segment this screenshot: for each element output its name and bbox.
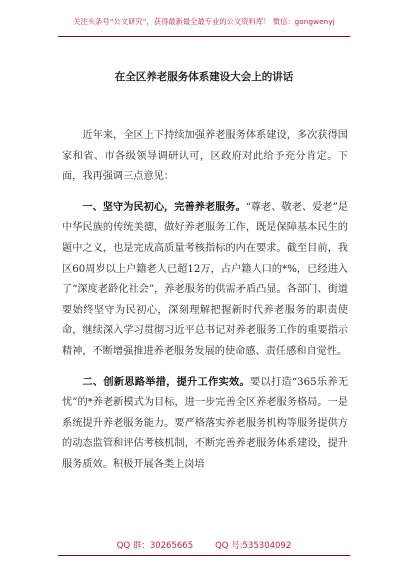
document-title: 在全区养老服务体系建设大会上的讲话 [114, 71, 294, 83]
paragraph-text: “尊老、敬老、爱老”是中华民族的传统美德，做好养老服务工作，既是保障基本民生的题中之义，也是完成高质量考核指标的内在要求。截至目前，我区60周岁以上户籍老人已超12万，占户籍人口的*%，已经进入了“深度老龄化社会”，养老服务的供需矛盾凸显。各部门、街道要始终坚守为民初心，深刻理解把握新时代养老服务的职责使命，继续深入学习贯彻习近平总书记对养老服务工作的重要指示精神，不断增强推进养老服务发展的使命感、责任感和自觉性。 [62, 201, 348, 357]
paragraph-section-two [62, 373, 348, 476]
paragraph-section-one [62, 198, 348, 363]
section-heading: 一、坚守为民初心，完善养老服务。 [82, 201, 246, 213]
footer-qq-group: QQ 群：30265665 [116, 541, 194, 551]
page-footer [0, 539, 408, 551]
footer-divider [58, 555, 350, 556]
header-promo-text: 关注头条号“公文研究”，获得最新最全最专业的公文资料库！ 微信：gongwenyj [73, 17, 335, 26]
document-body [62, 126, 348, 476]
footer-qq-number: QQ 号:535304092 [215, 541, 292, 551]
paragraph-intro [62, 126, 348, 188]
header-divider [58, 36, 350, 37]
page-header [0, 0, 408, 50]
paragraph-text: 要以打造“365乐养无忧”的*养老新模式为目标，进一步完善全区养老服务格局。一是系统提升养老服务能力。要严格落实养老服务机构等服务提供方的动态监管和评估考核机制，不断完善养老服务体系建设，提升服务质效。积极开展各类上岗培 [62, 376, 349, 470]
section-heading: 二、创新思路举措，提升工作实效。 [82, 376, 251, 388]
paragraph-text: 近年来，全区上下持续加强养老服务体系建设，多次获得国家和省、市各级领导调研认可，区政府对此给予充分肯定。下面，我再强调三点意见： [62, 130, 348, 183]
